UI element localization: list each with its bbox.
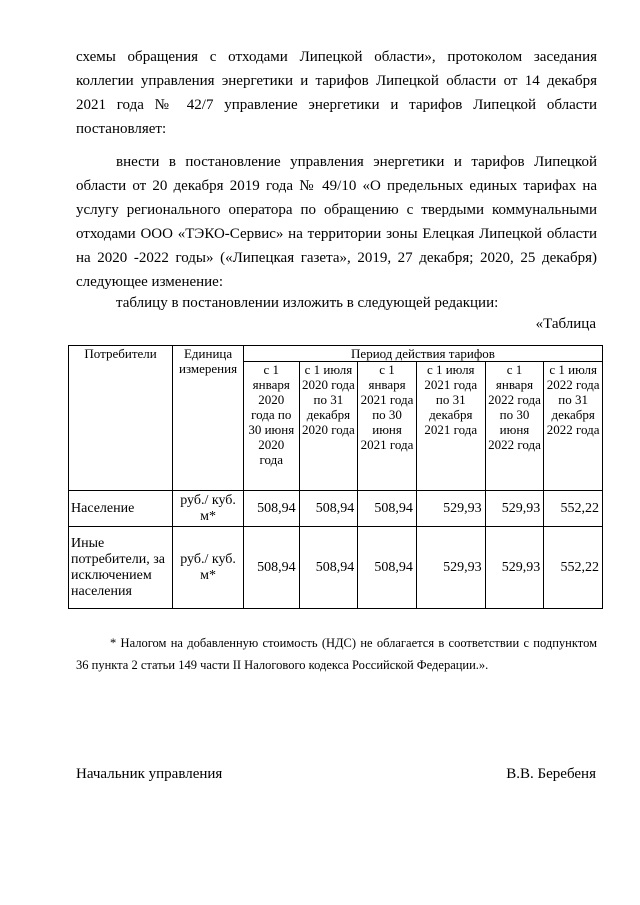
tariff-value: 508,94	[299, 527, 358, 609]
tariff-table	[68, 345, 603, 609]
intro-paragraph: схемы обращения с отходами Липецкой области», протоколом заседания коллегии управления энергетики и тарифов Липецкой области от 14 декабря 2021 года № 42/7 управление энергетики и тарифов Липецкой области постановляет:	[76, 49, 597, 137]
table-row	[69, 491, 603, 527]
period-cell: с 1 января 2020 года по 30 июня 2020 года	[243, 362, 299, 491]
period-cell: с 1 июля 2020 года по 31 декабря 2020 года	[299, 362, 358, 491]
tariff-value: 529,93	[485, 527, 544, 609]
period-cell: с 1 июля 2022 года по 31 декабря 2022 года	[544, 362, 603, 491]
tariff-value: 529,93	[416, 491, 485, 527]
footnote: * Налогом на добавленную стоимость (НДС) не облагается в соответствии с подпунктом 36 пункта 2 статьи 149 части II Налогового кодекса Российской Федерации.».	[76, 636, 597, 672]
signature-name: В.В. Беребеня	[506, 766, 596, 782]
tariff-value: 529,93	[416, 527, 485, 609]
consumer-cell: Население	[69, 491, 173, 527]
period-cell: с 1 января 2022 года по 30 июня 2022 года	[485, 362, 544, 491]
tariff-value: 508,94	[243, 491, 299, 527]
table-header-row	[69, 346, 603, 362]
period-cell: с 1 июля 2021 года по 31 декабря 2021 года	[416, 362, 485, 491]
header-unit: Единица измерения	[173, 346, 244, 491]
table-intro: таблицу в постановлении изложить в следующей редакции:	[116, 295, 499, 311]
tariff-value: 508,94	[299, 491, 358, 527]
unit-cell: руб./ куб. м*	[173, 527, 244, 609]
tariff-value: 508,94	[358, 491, 417, 527]
consumer-cell: Иные потребители, за исключением населения	[69, 527, 173, 609]
table-row	[69, 527, 603, 609]
period-cell: с 1 января 2021 года по 30 июня 2021 года	[358, 362, 417, 491]
tariff-value: 552,22	[544, 527, 603, 609]
table-caption: «Таблица	[535, 316, 596, 332]
tariff-value: 552,22	[544, 491, 603, 527]
header-period: Период действия тарифов	[243, 346, 602, 362]
tariff-value: 529,93	[485, 491, 544, 527]
header-consumers: Потребители	[69, 346, 173, 491]
tariff-value: 508,94	[243, 527, 299, 609]
tariff-value: 508,94	[358, 527, 417, 609]
unit-cell: руб./ куб. м*	[173, 491, 244, 527]
amend-paragraph: внести в постановление управления энергетики и тарифов Липецкой области от 20 декабря 2019 года № 49/10 «О предельных единых тарифах на услугу регионального оператора по обращению с твердыми коммунальными отходами ООО «ТЭКО-Сервис» на территории зоны Елецкая Липецкой области на 2020 -2022 годы» («Липецкая газета», 2019, 27 декабря; 2020, 25 декабря) следующее изменение:	[76, 154, 597, 290]
signature-position: Начальник управления	[76, 766, 223, 782]
